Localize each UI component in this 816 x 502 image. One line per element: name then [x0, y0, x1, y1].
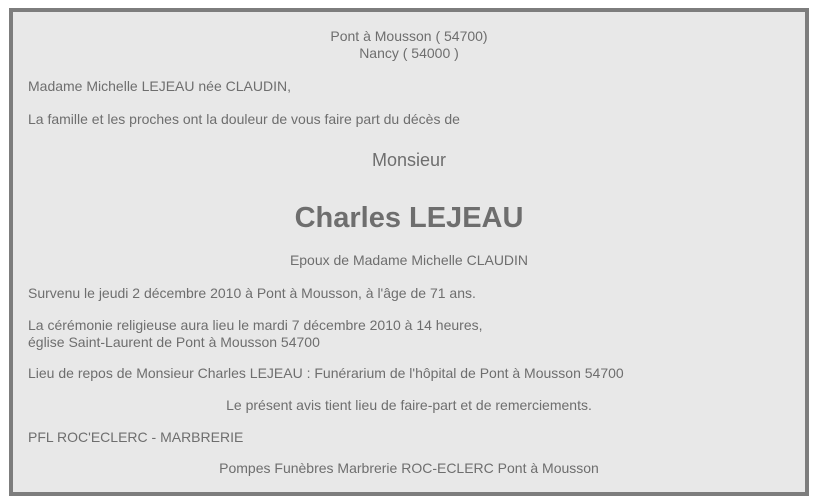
- ceremony-line-2: église Saint-Laurent de Pont à Mousson 54700: [28, 334, 320, 350]
- addressee-line: Madame Michelle LEJEAU née CLAUDIN,: [28, 78, 291, 94]
- rest-place: Lieu de repos de Monsieur Charles LEJEAU : Funérarium de l'hôpital de Pont à Mousson 54700: [28, 365, 624, 381]
- honorific: Monsieur: [371, 150, 447, 170]
- company-short: PFL ROC'ECLERC - MARBRERIE: [28, 429, 244, 445]
- death-info: Survenu le jeudi 2 décembre 2010 à Pont à Mousson, à l'âge de 71 ans.: [28, 285, 476, 301]
- intro-text: La famille et les proches ont la douleur de vous faire part du décès de: [28, 111, 460, 127]
- deceased-name: Charles LEJEAU: [294, 202, 524, 234]
- notice-text: Le présent avis tient lieu de faire-part et de remerciements.: [226, 397, 592, 413]
- company-full: Pompes Funèbres Marbrerie ROC-ECLERC Pont à Mousson: [219, 460, 599, 476]
- location-line-1: Pont à Mousson ( 54700): [330, 28, 488, 44]
- location-line-2: Nancy ( 54000 ): [359, 45, 459, 61]
- ceremony-line-1: La cérémonie religieuse aura lieu le mardi 7 décembre 2010 à 14 heures,: [28, 317, 483, 333]
- spouse-line: Epoux de Madame Michelle CLAUDIN: [289, 252, 529, 268]
- obituary-notice: [9, 8, 809, 496]
